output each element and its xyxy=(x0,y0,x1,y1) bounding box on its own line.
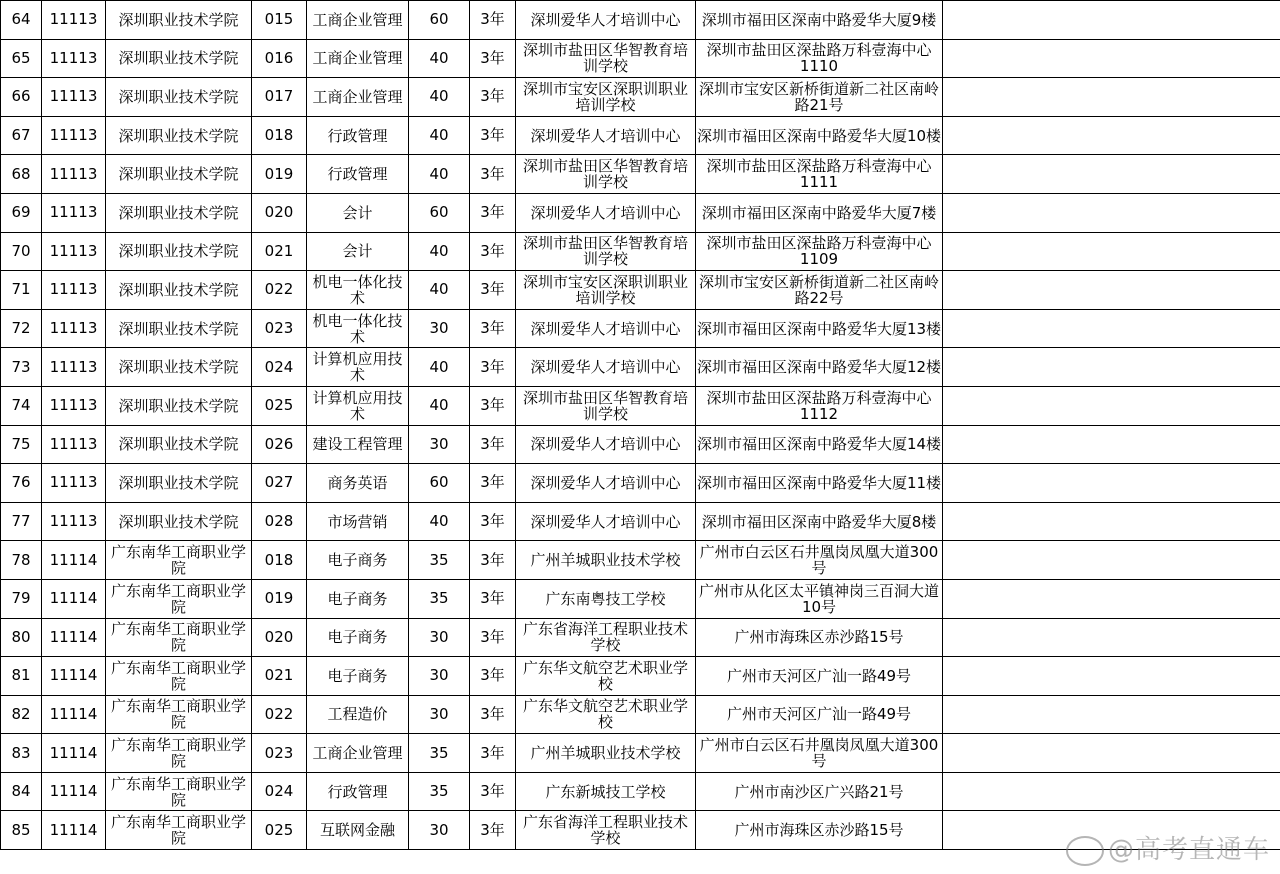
table-row xyxy=(1,695,1280,734)
address-cell: 广州市白云区石井凰岗凤凰大道300号 xyxy=(696,734,943,773)
duration-cell: 3年 xyxy=(470,1,516,40)
training-center-cell: 深圳爱华人才培训中心 xyxy=(516,116,696,155)
address-cell: 广州市海珠区赤沙路15号 xyxy=(696,811,943,850)
plan-count-cell: 30 xyxy=(409,695,470,734)
remarks-cell xyxy=(943,1,1280,40)
school-name-cell: 广东南华工商职业学院 xyxy=(106,618,252,657)
row-number-cell: 70 xyxy=(1,232,42,271)
address-cell: 深圳市福田区深南中路爱华大厦8楼 xyxy=(696,502,943,541)
address-cell: 广州市从化区太平镇神岗三百洞大道10号 xyxy=(696,579,943,618)
school-code-cell: 11113 xyxy=(42,386,106,425)
table-row xyxy=(1,464,1280,503)
school-code-cell: 11113 xyxy=(42,464,106,503)
plan-count-cell: 60 xyxy=(409,193,470,232)
school-code-cell: 11113 xyxy=(42,116,106,155)
major-name-cell: 工商企业管理 xyxy=(307,78,409,117)
major-code-cell: 020 xyxy=(252,193,307,232)
remarks-cell xyxy=(943,772,1280,811)
school-code-cell: 11114 xyxy=(42,734,106,773)
row-number-cell: 82 xyxy=(1,695,42,734)
major-code-cell: 024 xyxy=(252,772,307,811)
duration-cell: 3年 xyxy=(470,116,516,155)
remarks-cell xyxy=(943,309,1280,348)
major-name-cell: 行政管理 xyxy=(307,155,409,194)
major-code-cell: 025 xyxy=(252,386,307,425)
plan-count-cell: 30 xyxy=(409,811,470,850)
major-code-cell: 015 xyxy=(252,1,307,40)
plan-count-cell: 40 xyxy=(409,155,470,194)
training-center-cell: 深圳市宝安区深职训职业培训学校 xyxy=(516,78,696,117)
table-row xyxy=(1,78,1280,117)
major-name-cell: 会计 xyxy=(307,193,409,232)
school-name-cell: 深圳职业技术学院 xyxy=(106,271,252,310)
major-name-cell: 工商企业管理 xyxy=(307,734,409,773)
school-name-cell: 广东南华工商职业学院 xyxy=(106,811,252,850)
duration-cell: 3年 xyxy=(470,155,516,194)
school-name-cell: 深圳职业技术学院 xyxy=(106,386,252,425)
address-cell: 深圳市盐田区深盐路万科壹海中心1109 xyxy=(696,232,943,271)
major-name-cell: 行政管理 xyxy=(307,116,409,155)
remarks-cell xyxy=(943,695,1280,734)
row-number-cell: 67 xyxy=(1,116,42,155)
row-number-cell: 85 xyxy=(1,811,42,850)
plan-count-cell: 30 xyxy=(409,618,470,657)
major-name-cell: 计算机应用技术 xyxy=(307,348,409,387)
duration-cell: 3年 xyxy=(470,657,516,696)
major-name-cell: 建设工程管理 xyxy=(307,425,409,464)
plan-count-cell: 35 xyxy=(409,734,470,773)
plan-count-cell: 60 xyxy=(409,464,470,503)
table-row xyxy=(1,502,1280,541)
remarks-cell xyxy=(943,271,1280,310)
remarks-cell xyxy=(943,464,1280,503)
plan-count-cell: 40 xyxy=(409,232,470,271)
table-row xyxy=(1,155,1280,194)
major-name-cell: 互联网金融 xyxy=(307,811,409,850)
watermark xyxy=(1066,829,1270,866)
plan-count-cell: 60 xyxy=(409,1,470,40)
major-code-cell: 026 xyxy=(252,425,307,464)
school-code-cell: 11114 xyxy=(42,772,106,811)
school-code-cell: 11114 xyxy=(42,618,106,657)
table-row xyxy=(1,425,1280,464)
row-number-cell: 78 xyxy=(1,541,42,580)
school-name-cell: 深圳职业技术学院 xyxy=(106,425,252,464)
remarks-cell xyxy=(943,232,1280,271)
plan-count-cell: 30 xyxy=(409,657,470,696)
major-name-cell: 电子商务 xyxy=(307,579,409,618)
training-center-cell: 广东华文航空艺术职业学校 xyxy=(516,695,696,734)
table-row xyxy=(1,39,1280,78)
school-name-cell: 深圳职业技术学院 xyxy=(106,309,252,348)
table-row xyxy=(1,348,1280,387)
address-cell: 深圳市盐田区深盐路万科壹海中心1110 xyxy=(696,39,943,78)
major-code-cell: 022 xyxy=(252,695,307,734)
address-cell: 深圳市福田区深南中路爱华大厦9楼 xyxy=(696,1,943,40)
major-code-cell: 024 xyxy=(252,348,307,387)
address-cell: 深圳市福田区深南中路爱华大厦14楼 xyxy=(696,425,943,464)
school-name-cell: 深圳职业技术学院 xyxy=(106,232,252,271)
weibo-logo-icon xyxy=(1066,836,1104,866)
training-center-cell: 深圳市盐田区华智教育培训学校 xyxy=(516,386,696,425)
training-center-cell: 广东省海洋工程职业技术学校 xyxy=(516,618,696,657)
row-number-cell: 68 xyxy=(1,155,42,194)
major-code-cell: 018 xyxy=(252,116,307,155)
table-row xyxy=(1,116,1280,155)
plan-count-cell: 35 xyxy=(409,579,470,618)
school-code-cell: 11113 xyxy=(42,1,106,40)
duration-cell: 3年 xyxy=(470,502,516,541)
major-name-cell: 机电一体化技术 xyxy=(307,271,409,310)
duration-cell: 3年 xyxy=(470,348,516,387)
school-name-cell: 深圳职业技术学院 xyxy=(106,78,252,117)
school-name-cell: 广东南华工商职业学院 xyxy=(106,695,252,734)
table-row xyxy=(1,1,1280,40)
row-number-cell: 80 xyxy=(1,618,42,657)
row-number-cell: 69 xyxy=(1,193,42,232)
table-row xyxy=(1,657,1280,696)
training-center-cell: 深圳市盐田区华智教育培训学校 xyxy=(516,232,696,271)
school-code-cell: 11113 xyxy=(42,193,106,232)
training-center-cell: 深圳爱华人才培训中心 xyxy=(516,193,696,232)
major-code-cell: 021 xyxy=(252,232,307,271)
remarks-cell xyxy=(943,348,1280,387)
address-cell: 深圳市福田区深南中路爱华大厦12楼 xyxy=(696,348,943,387)
duration-cell: 3年 xyxy=(470,425,516,464)
plan-count-cell: 35 xyxy=(409,541,470,580)
row-number-cell: 83 xyxy=(1,734,42,773)
school-code-cell: 11114 xyxy=(42,579,106,618)
address-cell: 深圳市宝安区新桥街道新二社区南岭路22号 xyxy=(696,271,943,310)
address-cell: 广州市天河区广汕一路49号 xyxy=(696,657,943,696)
plan-count-cell: 40 xyxy=(409,78,470,117)
address-cell: 深圳市宝安区新桥街道新二社区南岭路21号 xyxy=(696,78,943,117)
school-name-cell: 广东南华工商职业学院 xyxy=(106,541,252,580)
duration-cell: 3年 xyxy=(470,386,516,425)
school-code-cell: 11114 xyxy=(42,657,106,696)
major-code-cell: 027 xyxy=(252,464,307,503)
school-code-cell: 11113 xyxy=(42,78,106,117)
school-name-cell: 深圳职业技术学院 xyxy=(106,193,252,232)
school-name-cell: 深圳职业技术学院 xyxy=(106,502,252,541)
remarks-cell xyxy=(943,386,1280,425)
training-center-cell: 广州羊城职业技术学校 xyxy=(516,734,696,773)
address-cell: 深圳市福田区深南中路爱华大厦13楼 xyxy=(696,309,943,348)
duration-cell: 3年 xyxy=(470,464,516,503)
major-name-cell: 商务英语 xyxy=(307,464,409,503)
school-name-cell: 广东南华工商职业学院 xyxy=(106,734,252,773)
row-number-cell: 77 xyxy=(1,502,42,541)
remarks-cell xyxy=(943,425,1280,464)
plan-count-cell: 40 xyxy=(409,116,470,155)
school-code-cell: 11113 xyxy=(42,348,106,387)
major-code-cell: 016 xyxy=(252,39,307,78)
table-body xyxy=(1,1,1280,850)
remarks-cell xyxy=(943,734,1280,773)
major-name-cell: 机电一体化技术 xyxy=(307,309,409,348)
duration-cell: 3年 xyxy=(470,772,516,811)
duration-cell: 3年 xyxy=(470,695,516,734)
training-center-cell: 深圳爱华人才培训中心 xyxy=(516,1,696,40)
address-cell: 深圳市盐田区深盐路万科壹海中心1111 xyxy=(696,155,943,194)
remarks-cell xyxy=(943,193,1280,232)
row-number-cell: 65 xyxy=(1,39,42,78)
school-name-cell: 深圳职业技术学院 xyxy=(106,39,252,78)
remarks-cell xyxy=(943,541,1280,580)
address-cell: 广州市白云区石井凰岗凤凰大道300号 xyxy=(696,541,943,580)
duration-cell: 3年 xyxy=(470,579,516,618)
school-name-cell: 广东南华工商职业学院 xyxy=(106,579,252,618)
major-code-cell: 019 xyxy=(252,579,307,618)
major-code-cell: 022 xyxy=(252,271,307,310)
duration-cell: 3年 xyxy=(470,271,516,310)
duration-cell: 3年 xyxy=(470,232,516,271)
row-number-cell: 72 xyxy=(1,309,42,348)
row-number-cell: 81 xyxy=(1,657,42,696)
remarks-cell xyxy=(943,579,1280,618)
row-number-cell: 75 xyxy=(1,425,42,464)
school-name-cell: 深圳职业技术学院 xyxy=(106,1,252,40)
plan-count-cell: 30 xyxy=(409,309,470,348)
major-code-cell: 028 xyxy=(252,502,307,541)
school-name-cell: 广东南华工商职业学院 xyxy=(106,772,252,811)
major-code-cell: 020 xyxy=(252,618,307,657)
table-row xyxy=(1,309,1280,348)
major-code-cell: 023 xyxy=(252,734,307,773)
major-name-cell: 工商企业管理 xyxy=(307,1,409,40)
training-center-cell: 深圳市盐田区华智教育培训学校 xyxy=(516,39,696,78)
major-name-cell: 市场营销 xyxy=(307,502,409,541)
address-cell: 广州市天河区广汕一路49号 xyxy=(696,695,943,734)
table-row xyxy=(1,618,1280,657)
school-name-cell: 深圳职业技术学院 xyxy=(106,348,252,387)
school-code-cell: 11114 xyxy=(42,541,106,580)
duration-cell: 3年 xyxy=(470,811,516,850)
training-center-cell: 广东新城技工学校 xyxy=(516,772,696,811)
school-code-cell: 11114 xyxy=(42,695,106,734)
row-number-cell: 73 xyxy=(1,348,42,387)
training-center-cell: 广东省海洋工程职业技术学校 xyxy=(516,811,696,850)
row-number-cell: 74 xyxy=(1,386,42,425)
table-row xyxy=(1,579,1280,618)
school-name-cell: 深圳职业技术学院 xyxy=(106,116,252,155)
major-code-cell: 017 xyxy=(252,78,307,117)
plan-count-cell: 40 xyxy=(409,271,470,310)
major-name-cell: 电子商务 xyxy=(307,618,409,657)
school-code-cell: 11113 xyxy=(42,425,106,464)
address-cell: 深圳市盐田区深盐路万科壹海中心1112 xyxy=(696,386,943,425)
remarks-cell xyxy=(943,155,1280,194)
plan-count-cell: 40 xyxy=(409,502,470,541)
school-name-cell: 广东南华工商职业学院 xyxy=(106,657,252,696)
remarks-cell xyxy=(943,657,1280,696)
address-cell: 广州市南沙区广兴路21号 xyxy=(696,772,943,811)
training-center-cell: 广州羊城职业技术学校 xyxy=(516,541,696,580)
training-center-cell: 深圳爱华人才培训中心 xyxy=(516,502,696,541)
duration-cell: 3年 xyxy=(470,39,516,78)
remarks-cell xyxy=(943,39,1280,78)
training-center-cell: 深圳爱华人才培训中心 xyxy=(516,425,696,464)
duration-cell: 3年 xyxy=(470,309,516,348)
address-cell: 深圳市福田区深南中路爱华大厦7楼 xyxy=(696,193,943,232)
school-code-cell: 11113 xyxy=(42,155,106,194)
table-row xyxy=(1,772,1280,811)
row-number-cell: 76 xyxy=(1,464,42,503)
school-code-cell: 11113 xyxy=(42,39,106,78)
major-code-cell: 023 xyxy=(252,309,307,348)
row-number-cell: 64 xyxy=(1,1,42,40)
school-name-cell: 深圳职业技术学院 xyxy=(106,464,252,503)
watermark-text: @高考直通车 xyxy=(1107,835,1270,865)
row-number-cell: 71 xyxy=(1,271,42,310)
row-number-cell: 79 xyxy=(1,579,42,618)
major-code-cell: 019 xyxy=(252,155,307,194)
school-code-cell: 11113 xyxy=(42,502,106,541)
remarks-cell xyxy=(943,502,1280,541)
training-center-cell: 广东华文航空艺术职业学校 xyxy=(516,657,696,696)
address-cell: 深圳市福田区深南中路爱华大厦10楼 xyxy=(696,116,943,155)
plan-count-cell: 30 xyxy=(409,425,470,464)
school-code-cell: 11113 xyxy=(42,309,106,348)
major-name-cell: 电子商务 xyxy=(307,541,409,580)
major-code-cell: 021 xyxy=(252,657,307,696)
training-center-cell: 深圳市盐田区华智教育培训学校 xyxy=(516,155,696,194)
plan-count-cell: 40 xyxy=(409,39,470,78)
row-number-cell: 84 xyxy=(1,772,42,811)
school-code-cell: 11114 xyxy=(42,811,106,850)
training-center-cell: 深圳爱华人才培训中心 xyxy=(516,464,696,503)
duration-cell: 3年 xyxy=(470,78,516,117)
major-code-cell: 025 xyxy=(252,811,307,850)
school-code-cell: 11113 xyxy=(42,232,106,271)
table-row xyxy=(1,232,1280,271)
table-row xyxy=(1,386,1280,425)
major-name-cell: 计算机应用技术 xyxy=(307,386,409,425)
duration-cell: 3年 xyxy=(470,193,516,232)
training-center-cell: 深圳市宝安区深职训职业培训学校 xyxy=(516,271,696,310)
remarks-cell xyxy=(943,618,1280,657)
plan-count-cell: 40 xyxy=(409,386,470,425)
major-name-cell: 会计 xyxy=(307,232,409,271)
training-center-cell: 广东南粤技工学校 xyxy=(516,579,696,618)
duration-cell: 3年 xyxy=(470,541,516,580)
table-row xyxy=(1,541,1280,580)
remarks-cell xyxy=(943,116,1280,155)
training-center-cell: 深圳爱华人才培训中心 xyxy=(516,348,696,387)
training-center-cell: 深圳爱华人才培训中心 xyxy=(516,309,696,348)
remarks-cell xyxy=(943,78,1280,117)
duration-cell: 3年 xyxy=(470,734,516,773)
plan-count-cell: 35 xyxy=(409,772,470,811)
major-name-cell: 工程造价 xyxy=(307,695,409,734)
table-row xyxy=(1,193,1280,232)
major-code-cell: 018 xyxy=(252,541,307,580)
address-cell: 深圳市福田区深南中路爱华大厦11楼 xyxy=(696,464,943,503)
plan-count-cell: 40 xyxy=(409,348,470,387)
table-row xyxy=(1,271,1280,310)
major-name-cell: 电子商务 xyxy=(307,657,409,696)
major-name-cell: 行政管理 xyxy=(307,772,409,811)
school-code-cell: 11113 xyxy=(42,271,106,310)
address-cell: 广州市海珠区赤沙路15号 xyxy=(696,618,943,657)
table-row xyxy=(1,734,1280,773)
duration-cell: 3年 xyxy=(470,618,516,657)
school-name-cell: 深圳职业技术学院 xyxy=(106,155,252,194)
row-number-cell: 66 xyxy=(1,78,42,117)
major-name-cell: 工商企业管理 xyxy=(307,39,409,78)
